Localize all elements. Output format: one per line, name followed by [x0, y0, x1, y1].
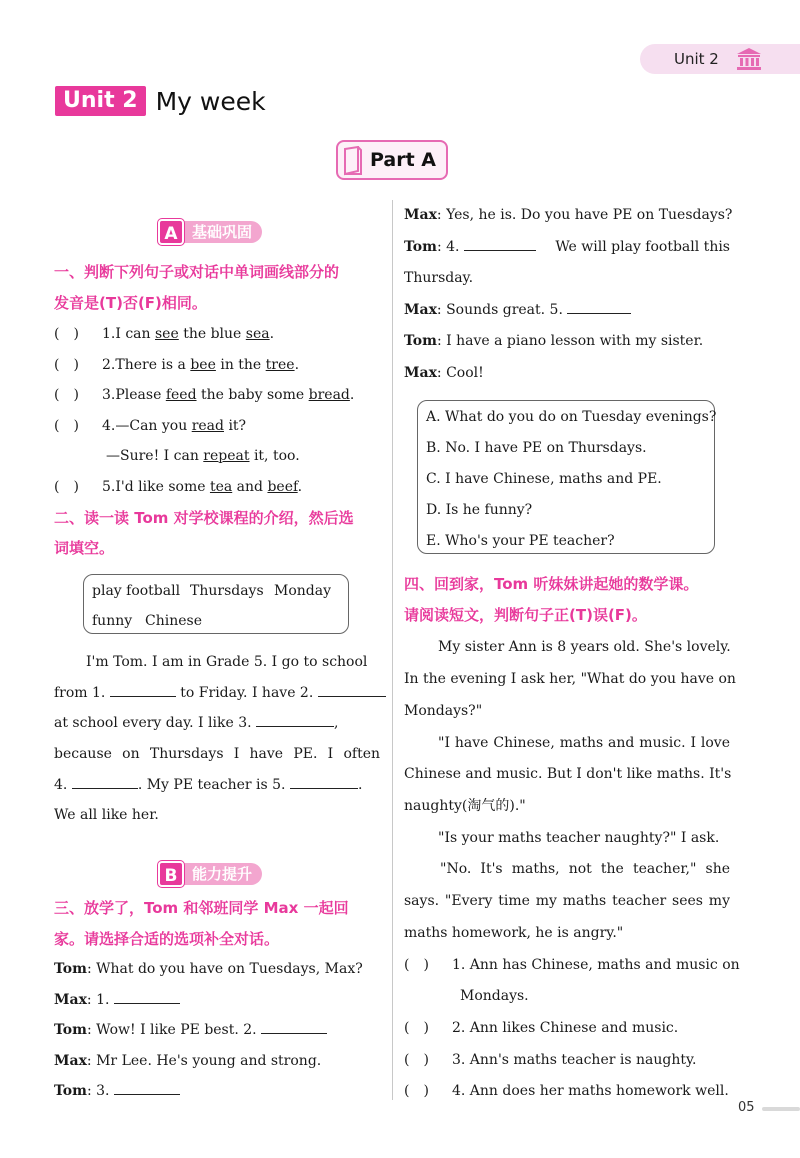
passage-line: says. "Every time my maths teacher sees my: [404, 893, 730, 909]
section-a-letter: A: [158, 219, 184, 245]
dialogue-line: Max: Sounds great. 5.: [404, 300, 631, 320]
option-e: E. Who's your PE teacher?: [426, 533, 615, 549]
q2-title-line1: 二、读一读 Tom 对学校课程的介绍，然后选: [54, 509, 354, 527]
section-b-label: 能力提升: [178, 863, 262, 885]
q1-item-5: ( ) 5.I'd like some tea and beef.: [54, 479, 303, 495]
dialogue-line: Max: Cool!: [404, 365, 484, 381]
q1-title-line2: 发音是(T)否(F)相同。: [54, 294, 207, 312]
section-b-letter: B: [158, 861, 184, 887]
q2-paragraph-line: I'm Tom. I am in Grade 5. I go to school: [86, 654, 368, 670]
passage-line: naughty(淘气的).": [404, 798, 526, 814]
word-bank-item: play football: [92, 583, 181, 599]
passage-line: My sister Ann is 8 years old. She's lovely.: [438, 639, 731, 655]
q3-title-line2: 家。请选择合适的选项补全对话。: [54, 930, 280, 948]
word-bank-item: funny: [92, 613, 133, 629]
dialogue-line: Tom: 3.: [54, 1081, 180, 1101]
passage-line: "No. It's maths, not the teacher," she: [440, 861, 730, 877]
q1-item-4-reply: —Sure! I can repeat it, too.: [106, 448, 300, 464]
dialogue-line: Thursday.: [404, 270, 474, 286]
option-d: D. Is he funny?: [426, 502, 533, 518]
option-a: A. What do you do on Tuesday evenings?: [426, 409, 717, 425]
page-bar: [762, 1107, 800, 1111]
q3-title-line1: 三、放学了，Tom 和邻班同学 Max 一起回: [54, 899, 349, 917]
option-c: C. I have Chinese, maths and PE.: [426, 471, 662, 487]
dialogue-line: Tom: Wow! I like PE best. 2.: [54, 1020, 327, 1040]
q1-item-2: ( ) 2.There is a bee in the tree.: [54, 357, 300, 373]
q1-item-4: ( ) 4.—Can you read it?: [54, 418, 247, 434]
dialogue-line: Tom: What do you have on Tuesdays, Max?: [54, 961, 363, 977]
passage-line: In the evening I ask her, "What do you have on: [404, 671, 736, 687]
dialogue-line: Tom: 4. We will play football this: [404, 239, 730, 255]
unit-header-label: Unit 2: [674, 50, 719, 68]
part-title: Part A: [370, 149, 437, 171]
passage-line: "Is your maths teacher naughty?" I ask.: [438, 830, 720, 846]
section-a-label: 基础巩固: [178, 221, 262, 243]
unit-name: My week: [155, 86, 266, 116]
page-number: 05: [738, 1100, 755, 1115]
options-box: [417, 400, 715, 554]
dialogue-line: Max: 1.: [54, 990, 180, 1010]
q1-item-3: ( ) 3.Please feed the baby some bread.: [54, 387, 355, 403]
q4-item-2: ( ) 2. Ann likes Chinese and music.: [404, 1020, 679, 1036]
passage-line: "I have Chinese, maths and music. I love: [438, 735, 730, 751]
q2-paragraph-line: 4. . My PE teacher is 5. .: [54, 777, 363, 793]
q4-title-line1: 四、回到家，Tom 听妹妹讲起她的数学课。: [404, 575, 699, 593]
q2-paragraph-line: We all like her.: [54, 807, 159, 823]
column-divider: [392, 200, 393, 1100]
q2-paragraph-line: at school every day. I like 3. ,: [54, 715, 339, 731]
q1-title-line1: 一、判断下列句子或对话中单词画线部分的: [54, 263, 340, 281]
unit-title: [55, 84, 266, 118]
passage-line: Mondays?": [404, 703, 483, 719]
word-bank-item: Thursdays: [190, 583, 264, 599]
q4-title-line2: 请阅读短文，判断句子正(T)误(F)。: [404, 606, 647, 624]
word-bank-item: Chinese: [145, 613, 202, 629]
part-label: [336, 140, 448, 180]
unit-badge: Unit 2: [55, 86, 146, 116]
dialogue-line: Max: Yes, he is. Do you have PE on Tuesdays?: [404, 207, 733, 223]
section-a-badge: [158, 219, 262, 245]
passage-line: Chinese and music. But I don't like maths. It's: [404, 766, 732, 782]
q2-paragraph-line: because on Thursdays I have PE. I often: [54, 746, 380, 762]
q2-paragraph-line: from 1. to Friday. I have 2.: [54, 683, 386, 703]
dialogue-line: Max: Mr Lee. He's young and strong.: [54, 1053, 322, 1069]
word-bank: [83, 574, 349, 634]
word-bank-item: Monday: [274, 583, 331, 599]
q1-item-1: ( ) 1.I can see the blue sea.: [54, 326, 275, 342]
q4-item-3: ( ) 3. Ann's maths teacher is naughty.: [404, 1052, 697, 1068]
q4-item-4: ( ) 4. Ann does her maths homework well.: [404, 1083, 729, 1099]
q2-title-line2: 词填空。: [54, 539, 115, 557]
section-b-badge: [158, 861, 262, 887]
option-b: B. No. I have PE on Thursdays.: [426, 440, 647, 456]
dialogue-line: Tom: I have a piano lesson with my sister.: [404, 333, 704, 349]
q4-item-1: ( ) 1. Ann has Chinese, maths and music on: [404, 957, 740, 973]
unit-header-tab: [640, 44, 800, 74]
book-icon: [342, 146, 364, 176]
passage-line: maths homework, he is angry.": [404, 925, 624, 941]
q4-item-1-cont: Mondays.: [460, 988, 529, 1004]
building-icon: [736, 47, 762, 71]
